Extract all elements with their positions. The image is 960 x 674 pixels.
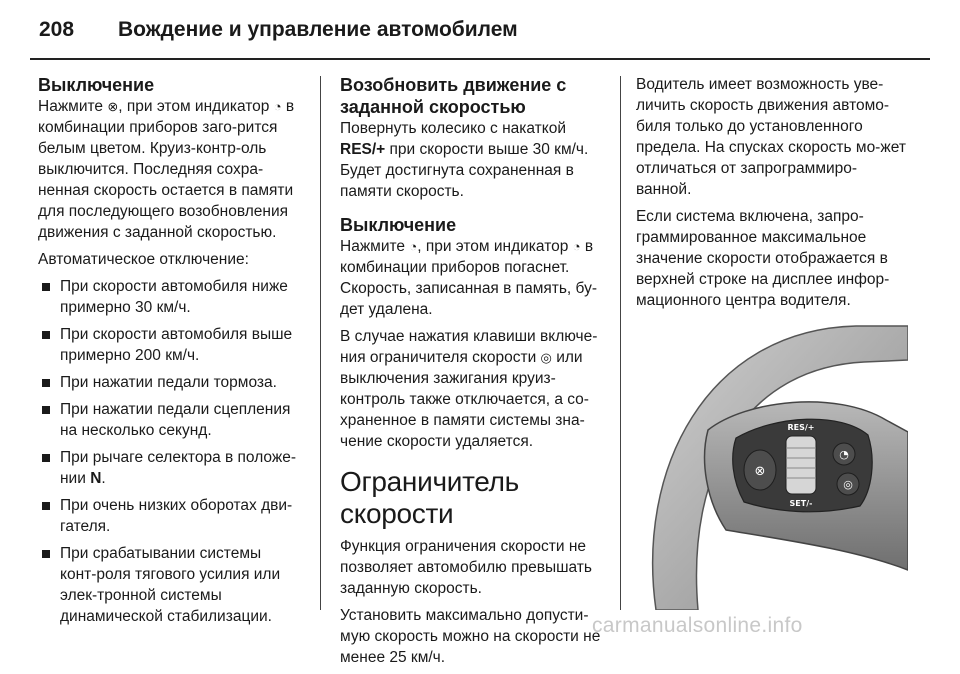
list-item: При очень низких оборотах дви-гателя.: [38, 495, 300, 537]
column-divider: [320, 76, 321, 610]
column-1: [38, 74, 300, 633]
res-label: RES/+: [340, 141, 386, 158]
header-rule: [30, 58, 930, 60]
page-number: 208: [39, 18, 75, 41]
set-label: SET/-: [789, 499, 813, 508]
text: .: [101, 470, 106, 487]
list-item: При скорости автомобиля выше примерно 200 км/ч.: [38, 324, 300, 366]
paragraph: [340, 326, 606, 452]
text: при скорости выше 30 км/ч. Будет достигнута сохраненная в памяти скорость.: [340, 141, 589, 200]
text: , при этом индикатор: [417, 238, 573, 255]
section-heading-off: Выключение: [340, 215, 457, 235]
section-heading-off: Выключение: [38, 75, 155, 95]
section-heading-limiter: Ограничитель скорости: [340, 466, 519, 529]
paragraph: [340, 236, 606, 320]
text: При рычаге селектора в положе-нии: [60, 449, 297, 487]
column-3: [636, 74, 910, 345]
text: Нажмите: [340, 238, 410, 255]
text: в комбинации приборов заго-рится белым цветом. Круиз-контр-оль выключится. Последняя сохра-ненная скорость остается в памяти для последующего возобновления движения с заданной скоростью.: [38, 98, 295, 241]
svg-text:⊗: ⊗: [754, 464, 766, 479]
paragraph: [340, 118, 606, 202]
paragraph: Автоматическое отключение:: [38, 251, 249, 268]
text: Повернуть колесико с накаткой: [340, 120, 567, 137]
svg-text:◎: ◎: [843, 478, 853, 491]
list-item: При нажатии педали тормоза.: [38, 372, 300, 393]
list-item: [38, 447, 300, 489]
res-label: RES/+: [787, 423, 815, 432]
thumb-wheel-graphic: [786, 436, 816, 494]
cruise-indicator-icon: ◔: [273, 99, 282, 114]
paragraph: Водитель имеет возможность уве-личить скорость движения автомо-биля только до установленного предела. На спусках скорость мо-жет отличаться от запрограммиро-ванной.: [636, 76, 906, 198]
steering-wheel-illustration: [636, 320, 908, 610]
cruise-indicator-icon: ◔: [572, 239, 581, 254]
paragraph: Функция ограничения скорости не позволяет автомобилю превышать заданную скорость.: [340, 538, 592, 597]
bullet-list: [38, 276, 300, 627]
paragraph: Установить максимально допусти-мую скорость можно на скорости не менее 25 км/ч.: [340, 607, 601, 666]
paragraph: Если система включена, запро-граммированное максимальное значение скорости отображается в верхней строке на дисплее инфор-мационного центра водителя.: [636, 208, 890, 309]
paragraph: [38, 96, 300, 243]
list-item: При срабатывании системы конт-роля тягового усилия или элек-тронной системы динамической стабилизации.: [38, 543, 300, 627]
page-header: [30, 14, 930, 50]
gear-position: N: [90, 470, 102, 487]
speed-limiter-icon: ◎: [540, 350, 552, 365]
watermark: carmanualsonline.info: [592, 614, 803, 637]
list-item: При скорости автомобиля ниже примерно 30 км/ч.: [38, 276, 300, 318]
steering-wheel-drawing: [636, 320, 908, 610]
text: Нажмите: [38, 98, 108, 115]
column-2: [340, 74, 606, 674]
text: или выключения зажигания круиз-контроль также отключается, а со-храненное в памяти системы зна-чение скорости удаляется.: [340, 349, 589, 450]
text: в комбинации приборов погаснет. Скорость, записанная в память, бу-дет удалена.: [340, 238, 597, 318]
svg-text:◔: ◔: [839, 448, 849, 461]
text: , при этом индикатор: [118, 98, 274, 115]
page-title: Вождение и управление автомобилем: [118, 18, 518, 41]
cruise-cancel-icon: ⊗: [107, 99, 119, 114]
section-heading-resume: Возобновить движение с заданной скоростью: [340, 75, 567, 117]
cruise-indicator-icon: ◔: [409, 239, 418, 254]
column-divider: [620, 76, 621, 610]
list-item: При нажатии педали сцепления на несколько секунд.: [38, 399, 300, 441]
text: В случае нажатия клавиши включе-ния ограничителя скорости: [340, 328, 598, 366]
